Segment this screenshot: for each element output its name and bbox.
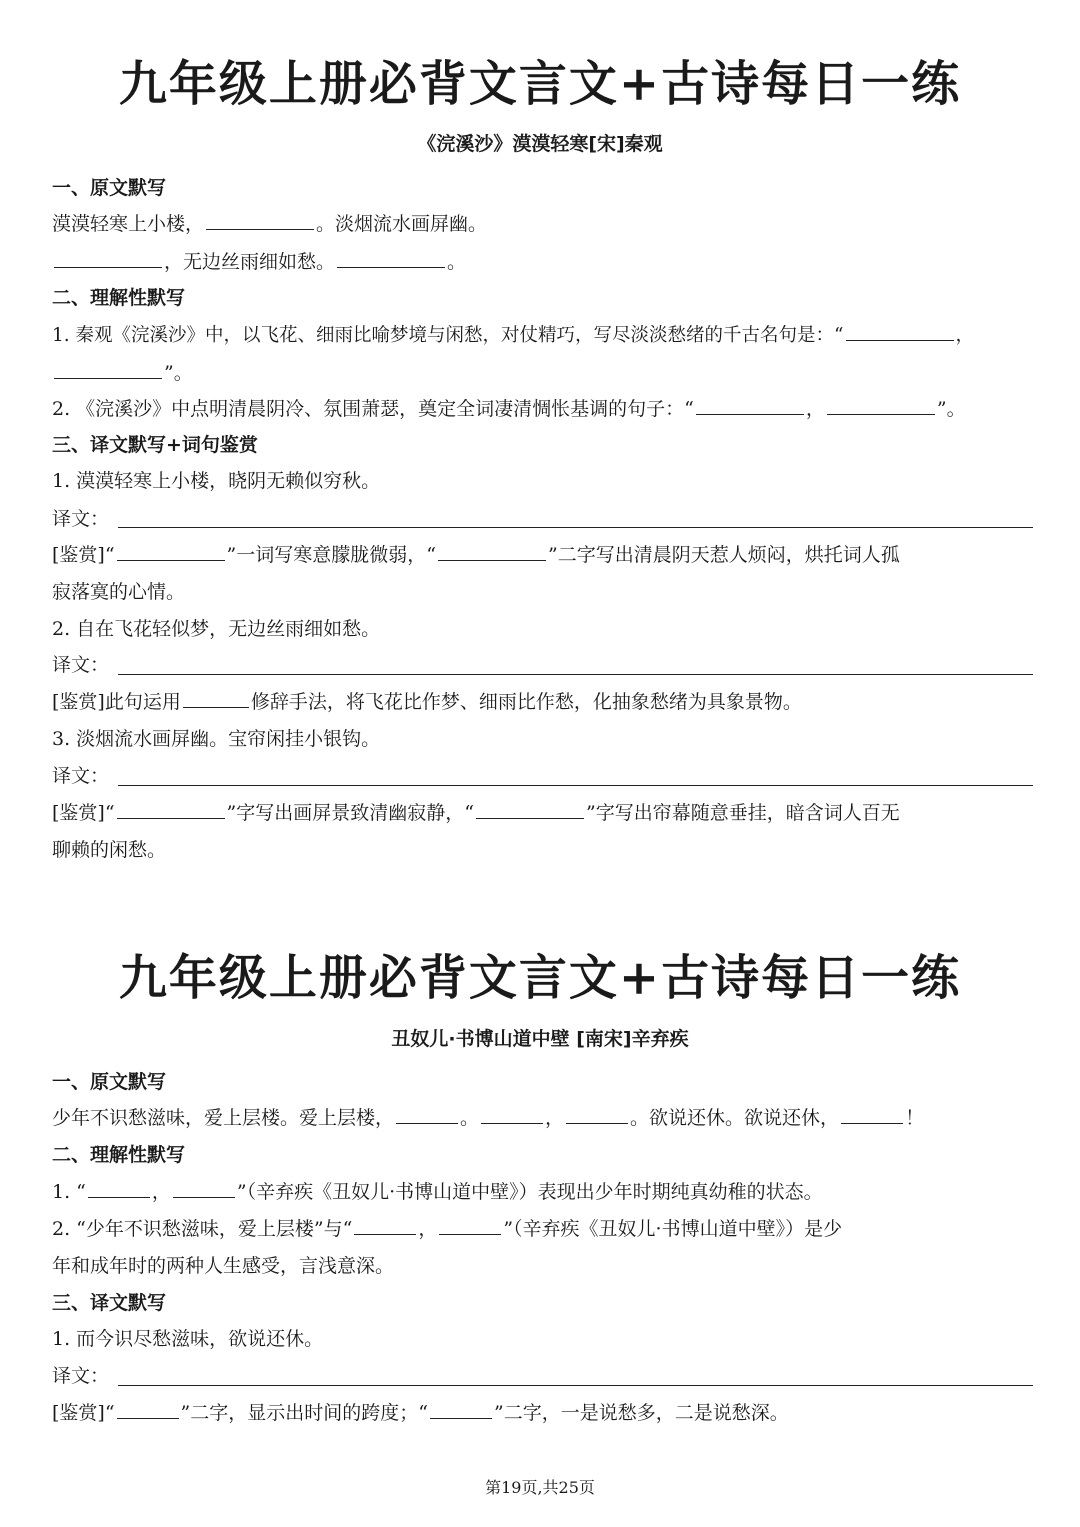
translation-label: 译文： [52,654,110,676]
answer-blank[interactable] [566,1122,628,1124]
question-line: 3. 淡烟流水画屏幽。宝帘闲挂小银钩。 [52,728,381,750]
answer-blank[interactable] [481,1122,543,1124]
answer-blank[interactable] [173,1196,235,1198]
answer-blank[interactable] [183,706,249,708]
section-heading: 二、理解性默写 [52,287,186,309]
translation-label: 译文： [52,765,110,787]
section-heading: 三、译文默写 [52,1292,167,1314]
answer-blank[interactable] [430,1417,492,1419]
text-line: 漠漠轻寒上小楼， 。淡烟流水画屏幽。 [52,213,488,235]
question-line: 2. “少年不识愁滋味，爱上层楼”与“ ， ”（辛弃疾《丑奴儿·书博山道中壁》）是少 [52,1218,843,1240]
section-heading: 二、理解性默写 [52,1144,186,1166]
answer-blank[interactable] [117,817,225,819]
answer-blank[interactable] [841,1122,903,1124]
text-line: 少年不识愁滋味，爱上层楼。爱上层楼， 。 ， 。欲说还休。欲说还休， ！ [52,1107,925,1129]
question-line: 1. 漠漠轻寒上小楼，晓阴无赖似穷秋。 [52,470,381,492]
translation-label: 译文： [52,508,110,530]
question-line: ”。 [52,364,1036,383]
question-line: 年和成年时的两种人生感受，言浅意深。 [52,1255,395,1277]
translation-answer-line[interactable] [118,673,1033,675]
answer-blank[interactable] [117,1417,179,1419]
appreciation-line: [鉴赏]“ ”字写出画屏景致清幽寂静，“ ”字写出帘幕随意垂挂，暗含词人百无 [52,802,900,824]
section-heading: 三、译文默写+词句鉴赏 [52,434,258,456]
answer-blank[interactable] [117,559,225,561]
answer-blank[interactable] [827,413,935,415]
appreciation-line: 聊赖的闲愁。 [52,839,167,861]
translation-answer-line[interactable] [118,526,1033,528]
translation-answer-line[interactable] [118,784,1033,786]
answer-blank[interactable] [354,1233,416,1235]
answer-blank[interactable] [337,266,445,268]
question-line: 2. 自在飞花轻似梦，无边丝雨细如愁。 [52,618,381,640]
text-line: ，无边丝雨细如愁。 。 [52,253,1036,272]
answer-blank[interactable] [439,1233,501,1235]
section-heading: 一、原文默写 [52,1071,167,1093]
translation-label: 译文： [52,1365,110,1387]
question-line: 1. 秦观《浣溪沙》中，以飞花、细雨比喻梦境与闲愁，对仗精巧，写尽淡淡愁绪的千古名句是：“ ， [52,325,975,346]
answer-blank[interactable] [54,377,162,379]
answer-blank[interactable] [846,339,954,341]
appreciation-line: 寂落寞的心情。 [52,581,186,603]
question-line: 1. “ ， ”（辛弃疾《丑奴儿·书博山道中壁》）表现出少年时期纯真幼稚的状态。 [52,1181,823,1203]
answer-blank[interactable] [206,228,314,230]
page-title: 九年级上册必背文言文+古诗每日一练 [118,56,962,112]
answer-blank[interactable] [88,1196,150,1198]
question-line: 1. 而今识尽愁滋味，欲说还休。 [52,1328,324,1350]
poem-subtitle: 丑奴儿·书博山道中壁 [南宋]辛弃疾 [391,1028,689,1050]
appreciation-line: [鉴赏]“ ”一词写寒意朦胧微弱，“ ”二字写出清晨阴天惹人烦闷，烘托词人孤 [52,544,900,566]
answer-blank[interactable] [476,817,584,819]
answer-blank[interactable] [696,413,804,415]
appreciation-line: [鉴赏]“ ”二字，显示出时间的跨度；“ ”二字，一是说愁多，二是说愁深。 [52,1402,789,1424]
page-title: 九年级上册必背文言文+古诗每日一练 [118,950,962,1006]
question-line: 2. 《浣溪沙》中点明清晨阴冷、氛围萧瑟，奠定全词凄清惆怅基调的句子：“ ， ”。 [52,398,966,420]
answer-blank[interactable] [438,559,546,561]
appreciation-line: [鉴赏]此句运用 修辞手法，将飞花比作梦、细雨比作愁，化抽象愁绪为具象景物。 [52,691,802,713]
translation-answer-line[interactable] [118,1384,1033,1386]
page-number: 第19页,共25页 [485,1478,595,1497]
poem-subtitle: 《浣溪沙》漠漠轻寒[宋]秦观 [417,133,663,155]
answer-blank[interactable] [396,1122,458,1124]
answer-blank[interactable] [54,266,162,268]
section-heading: 一、原文默写 [52,177,167,199]
